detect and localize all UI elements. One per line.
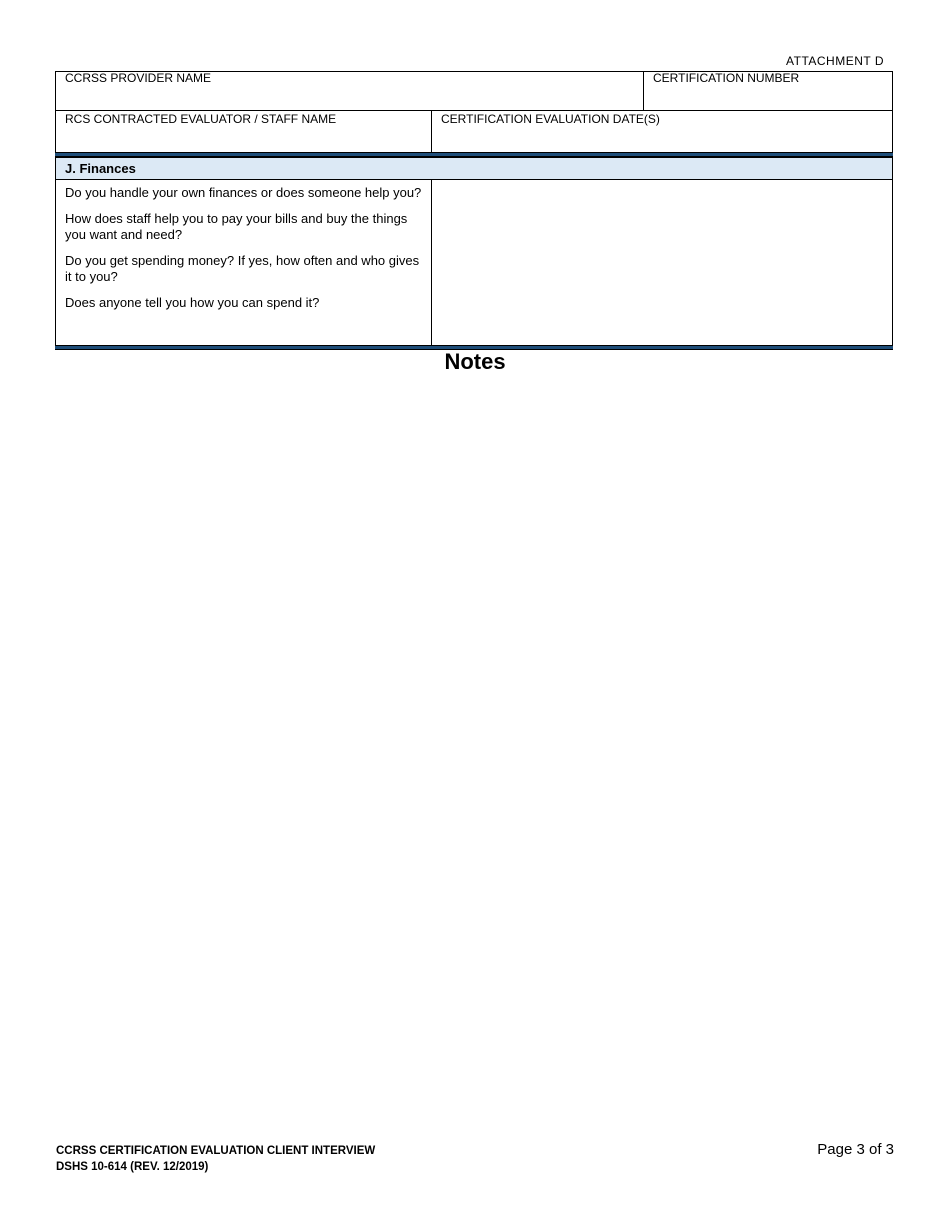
certification-number-field[interactable] [643, 71, 893, 111]
section-title: J. Finances [55, 157, 893, 180]
provider-name-label: CCRSS PROVIDER NAME [65, 71, 212, 85]
footer-form-number: DSHS 10-614 (REV. 12/2019) [56, 1161, 209, 1173]
notes-title: Notes [444, 349, 506, 374]
question: Do you handle your own finances or does someone help you? [65, 185, 422, 200]
question: How does staff help you to pay your bills and buy the things you want and need? [65, 211, 408, 242]
question: Does anyone tell you how you can spend it? [65, 295, 320, 310]
certification-number-label: CERTIFICATION NUMBER [653, 71, 800, 85]
attachment-label: ATTACHMENT D [786, 54, 884, 68]
footer-form-title: CCRSS CERTIFICATION EVALUATION CLIENT INTERVIEW [56, 1145, 376, 1157]
evaluation-dates-label: CERTIFICATION EVALUATION DATE(S) [441, 112, 660, 126]
page-number: Page 3 of 3 [817, 1141, 894, 1158]
evaluator-name-label: RCS CONTRACTED EVALUATOR / STAFF NAME [65, 112, 337, 126]
evaluation-dates-field[interactable] [431, 110, 893, 153]
footer-form-info [56, 1143, 375, 1175]
questions-cell [55, 179, 432, 346]
question: Do you get spending money? If yes, how often and who gives it to you? [65, 253, 420, 284]
evaluator-name-field[interactable] [55, 110, 432, 153]
provider-name-field[interactable] [55, 71, 644, 111]
answers-field[interactable] [431, 179, 893, 346]
